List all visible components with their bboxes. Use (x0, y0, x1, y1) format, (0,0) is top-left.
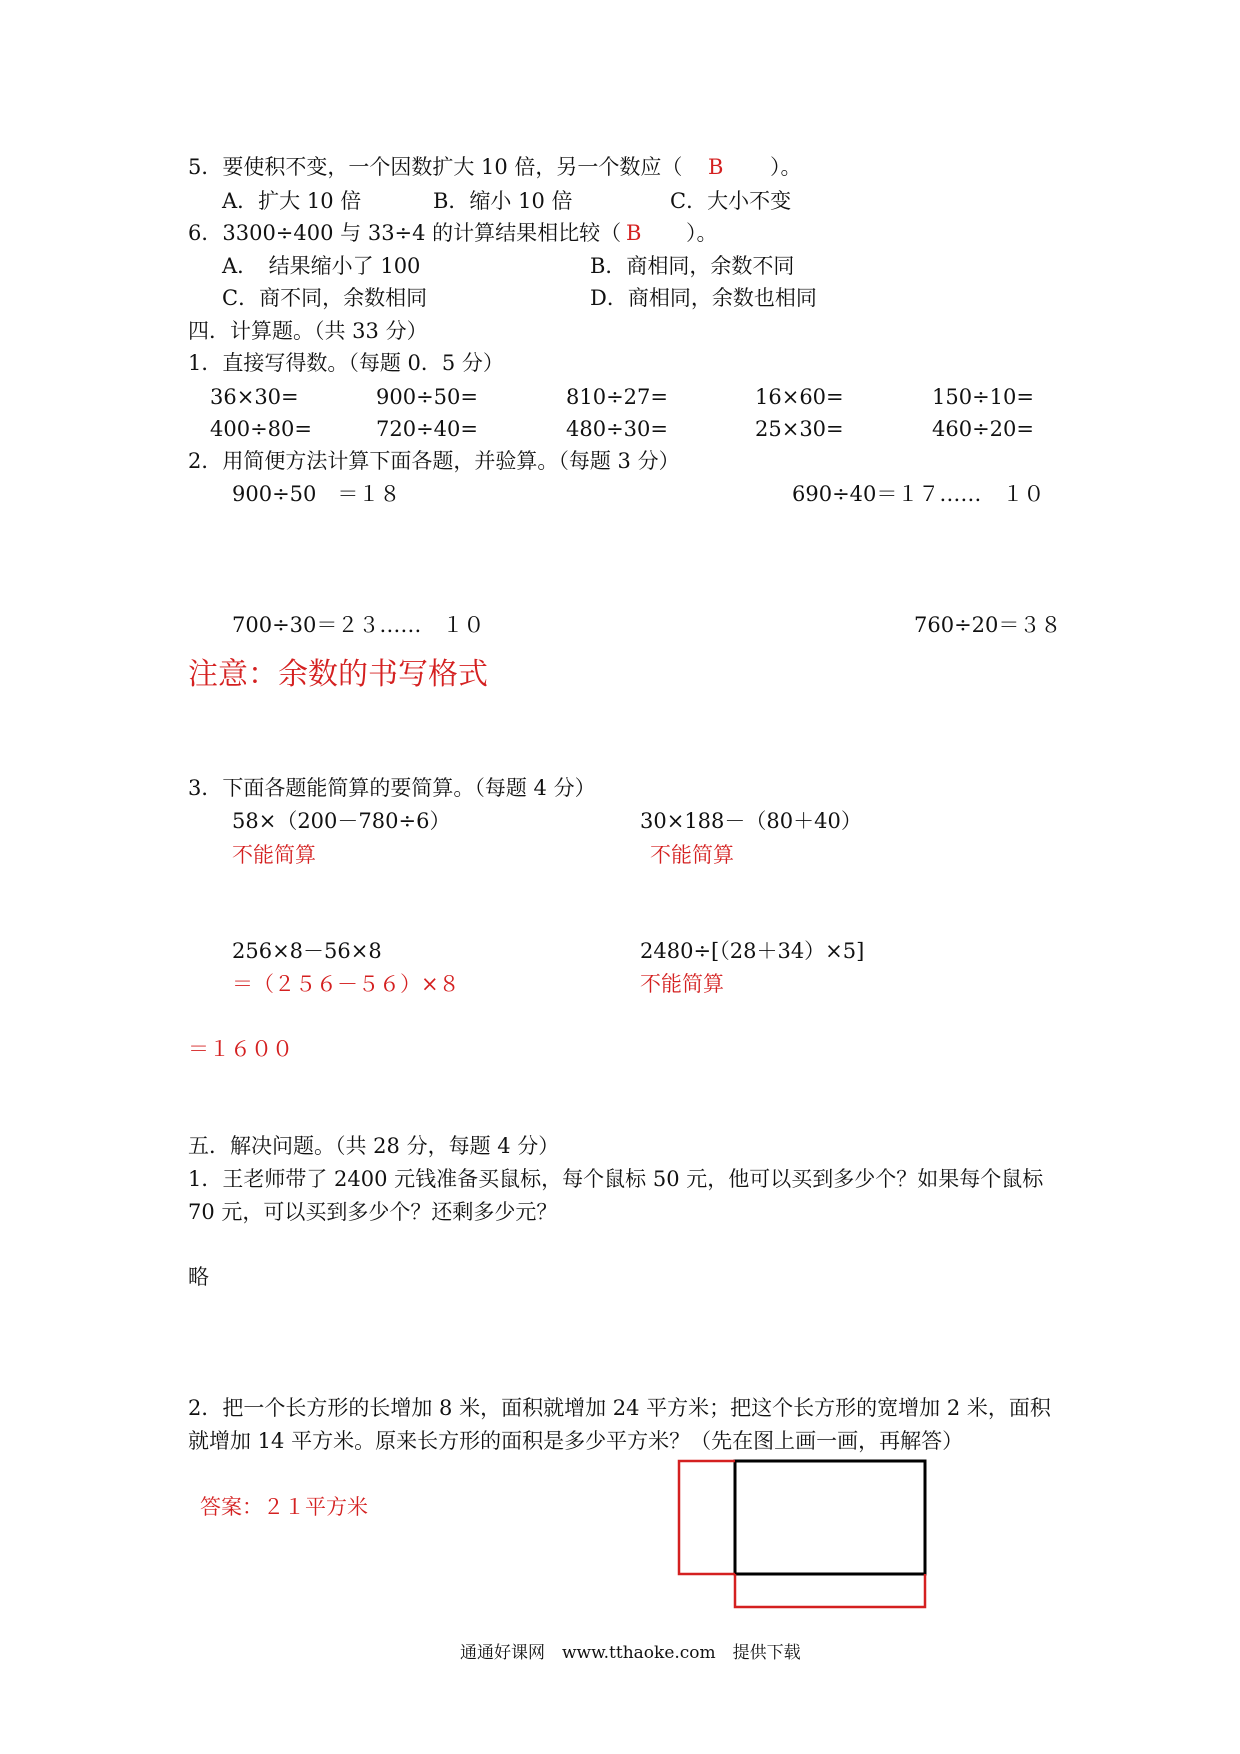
mental-math-item: 900÷50= (376, 385, 478, 409)
section4-p1-title: 1．直接写得数。（每题 0．5 分） (188, 351, 504, 375)
original-rectangle (735, 1461, 925, 1574)
section4-p2-title: 2．用简便方法计算下面各题，并验算。（每题 3 分） (188, 449, 680, 473)
mental-math-item: 460÷20= (932, 417, 1034, 441)
section5-title: 五．解决问题。（共 28 分，每题 4 分） (188, 1134, 560, 1158)
division-item: 900÷50 ＝１８ (232, 482, 401, 506)
division-item: 760÷20＝３８ (914, 613, 1062, 637)
q6-option-c: C．商不同，余数相同 (222, 286, 428, 310)
q6-stem: 6．3300÷400 与 33÷4 的计算结果相比较（ (188, 221, 622, 245)
page-footer: 通通好课网 www.tthaoke.com 提供下载 (460, 1643, 801, 1663)
division-item: 700÷30＝２３…… １０ (232, 613, 485, 637)
q6-close: ）。 (686, 221, 718, 245)
mental-math-item: 150÷10= (932, 385, 1034, 409)
q5-stem-text: 5．要使积不变，一个因数扩大 10 倍，另一个数应（ (188, 155, 683, 179)
section5-p2-line2: 就增加 14 平方米。原来长方形的面积是多少平方米？（先在图上画一画，再解答） (188, 1429, 964, 1453)
width-extension (735, 1574, 925, 1607)
section5-p1-answer: 略 (188, 1265, 209, 1289)
length-extension (679, 1461, 735, 1574)
simplify-expression: 256×8－56×8 (232, 939, 382, 963)
simplify-answer: ＝（２５６－５６）×８ (232, 972, 460, 996)
q5-answer: B (708, 155, 724, 179)
simplify-answer: 不能简算 (650, 843, 734, 867)
q5-option-b: B．缩小 10 倍 (433, 189, 573, 213)
simplify-expression: 30×188－（80＋40） (640, 809, 862, 833)
q5-close: ）。 (770, 155, 802, 179)
simplify-expression: 2480÷[（28＋34）×5] (640, 939, 865, 963)
q5-option-c: C．大小不变 (670, 189, 792, 213)
section5-p1-line2: 70 元，可以买到多少个？还剩多少元？ (188, 1200, 558, 1224)
simplify-result: ＝１６００ (188, 1037, 293, 1061)
mental-math-item: 25×30= (755, 417, 844, 441)
q6-answer: B (626, 221, 642, 245)
simplify-answer: 不能简算 (232, 843, 316, 867)
section5-p2-answer: 答案：２１平方米 (200, 1495, 368, 1519)
mental-math-item: 480÷30= (566, 417, 668, 441)
simplify-expression: 58×（200－780÷6） (232, 809, 451, 833)
section4-p3-title: 3．下面各题能简算的要简算。（每题 4 分） (188, 776, 596, 800)
q5-option-a: A．扩大 10 倍 (222, 189, 362, 213)
section4-title: 四．计算题。（共 33 分） (188, 319, 428, 343)
mental-math-item: 400÷80= (210, 417, 312, 441)
remainder-format-note: 注意：余数的书写格式 (188, 657, 488, 692)
mental-math-item: 36×30= (210, 385, 299, 409)
simplify-answer: 不能简算 (640, 972, 724, 996)
division-item: 690÷40＝１７…… １０ (792, 482, 1045, 506)
section5-p1-line1: 1．王老师带了 2400 元钱准备买鼠标，每个鼠标 50 元，他可以买到多少个？如果每个鼠标 (188, 1167, 1044, 1191)
section5-p2-line1: 2．把一个长方形的长增加 8 米，面积就增加 24 平方米；把这个长方形的宽增加 2 米，面积 (188, 1396, 1051, 1420)
mental-math-item: 16×60= (755, 385, 844, 409)
mental-math-item: 720÷40= (376, 417, 478, 441)
q6-option-a: A． 结果缩小了 100 (222, 254, 421, 278)
mental-math-item: 810÷27= (566, 385, 668, 409)
q6-option-b: B．商相同，余数不同 (590, 254, 795, 278)
q6-option-d: D．商相同，余数也相同 (590, 286, 817, 310)
